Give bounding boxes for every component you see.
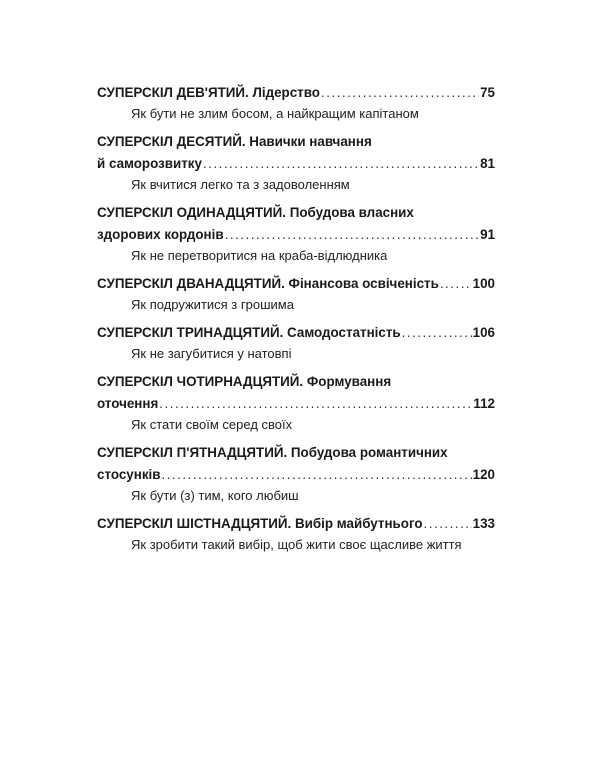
- dot-leader: [402, 322, 472, 344]
- page-number: 106: [472, 325, 495, 340]
- toc-entry[interactable]: [97, 273, 495, 315]
- chapter-title-line: СУПЕРСКІЛ ДВАНАДЦЯТИЙ. Фінансова освіченість: [97, 276, 439, 291]
- toc-entry[interactable]: [97, 513, 495, 555]
- chapter-subtitle: Як не перетворитися на краба-відлюдника: [131, 248, 388, 263]
- chapter-title-line: здорових кордонів: [97, 227, 224, 242]
- chapter-title-line: СУПЕРСКІЛ ДЕВ'ЯТИЙ. Лідерство: [97, 85, 320, 100]
- dot-leader: [225, 224, 479, 246]
- toc-entry[interactable]: [97, 82, 495, 124]
- chapter-title-row: [97, 322, 495, 344]
- chapter-subtitle: Як бути (з) тим, кого любиш: [131, 488, 299, 503]
- page-number: 81: [480, 156, 495, 171]
- chapter-subtitle: Як бути не злим босом, а найкращим капітаном: [131, 106, 419, 121]
- chapter-title-line: стосунків: [97, 467, 161, 482]
- chapter-title-line: СУПЕРСКІЛ ОДИНАДЦЯТИЙ. Побудова власних: [97, 205, 414, 220]
- chapter-title-line: СУПЕРСКІЛ ЧОТИРНАДЦЯТИЙ. Формування: [97, 374, 392, 389]
- chapter-subtitle: Як зробити такий вибір, щоб жити своє щасливе життя: [131, 537, 462, 552]
- chapter-title-row: [97, 393, 495, 415]
- dot-leader: [159, 393, 472, 415]
- chapter-title-line: оточення: [97, 396, 159, 411]
- page-number: 91: [480, 227, 495, 242]
- toc-entry[interactable]: [97, 131, 495, 195]
- chapter-title-row: [97, 464, 495, 486]
- chapter-title-row: [97, 513, 495, 535]
- toc-entry[interactable]: [97, 322, 495, 364]
- page-number: 112: [473, 396, 495, 411]
- toc-entry[interactable]: [97, 202, 495, 266]
- dot-leader: [203, 153, 479, 175]
- toc-entry[interactable]: [97, 442, 495, 506]
- chapter-subtitle: Як не загубитися у натовпі: [131, 346, 292, 361]
- page-number: 75: [480, 85, 495, 100]
- chapter-title-row: [97, 82, 495, 104]
- chapter-title-line: СУПЕРСКІЛ П'ЯТНАДЦЯТИЙ. Побудова романтичних: [97, 445, 448, 460]
- chapter-title-line: СУПЕРСКІЛ ДЕСЯТИЙ. Навички навчання: [97, 134, 372, 149]
- chapter-subtitle: Як стати своїм серед своїх: [131, 417, 293, 432]
- toc-entry[interactable]: [97, 371, 495, 435]
- table-of-contents: [97, 82, 495, 562]
- chapter-title-line: й саморозвитку: [97, 156, 202, 171]
- page-number: 100: [472, 276, 495, 291]
- chapter-title-row: [97, 273, 495, 295]
- dot-leader: [424, 513, 472, 535]
- page-number: 120: [472, 467, 495, 482]
- dot-leader: [161, 464, 471, 486]
- chapter-subtitle: Як вчитися легко та з задоволенням: [131, 177, 350, 192]
- chapter-title-row: [97, 224, 495, 246]
- dot-leader: [321, 82, 479, 104]
- chapter-title-line: СУПЕРСКІЛ ШІСТНАДЦЯТИЙ. Вибір майбутнього: [97, 516, 423, 531]
- chapter-subtitle: Як подружитися з грошима: [131, 297, 294, 312]
- chapter-title-line: СУПЕРСКІЛ ТРИНАДЦЯТИЙ. Самодостатність: [97, 325, 401, 340]
- page-number: 133: [472, 516, 495, 531]
- chapter-title-row: [97, 153, 495, 175]
- dot-leader: [440, 273, 472, 295]
